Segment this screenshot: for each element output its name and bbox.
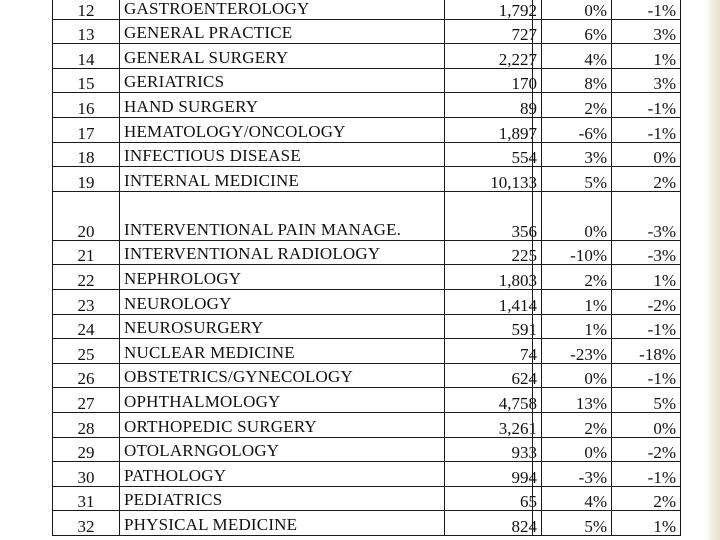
table-row: [53, 437, 542, 462]
table-row: [53, 0, 542, 19]
row-number: 27: [53, 388, 120, 413]
row-number: 14: [53, 44, 120, 69]
physician-count: 1,897: [445, 117, 542, 142]
specialty-label: GENERAL PRACTICE: [124, 23, 293, 43]
table-row: [533, 289, 681, 314]
table-row: [53, 265, 542, 290]
percent-change-a: 2%: [533, 93, 612, 118]
row-number: 17: [53, 117, 120, 142]
table-row: [53, 93, 542, 118]
physician-count: 65: [445, 486, 542, 511]
specialty-name: [120, 363, 445, 388]
table-row: [53, 191, 542, 240]
percent-change-a: 5%: [533, 511, 612, 536]
row-number: 15: [53, 68, 120, 93]
table-row: [533, 19, 681, 44]
specialty-name: [120, 191, 445, 240]
physician-count: 225: [445, 240, 542, 265]
table-row: [53, 167, 542, 192]
specialty-name: [120, 142, 445, 167]
table-row: [53, 363, 542, 388]
physician-count: 624: [445, 363, 542, 388]
table-row: [533, 117, 681, 142]
row-number: 22: [53, 265, 120, 290]
percent-change-b: 1%: [612, 265, 681, 290]
percent-change-b: -3%: [612, 240, 681, 265]
percent-change-b: -1%: [612, 314, 681, 339]
specialty-table: [52, 0, 542, 536]
physician-count: 824: [445, 511, 542, 536]
table-row: [53, 486, 542, 511]
specialty-name: [120, 289, 445, 314]
specialty-label: NUCLEAR MEDICINE: [124, 342, 295, 362]
row-number: 24: [53, 314, 120, 339]
specialty-label: INTERNAL MEDICINE: [124, 170, 300, 190]
specialty-name: [120, 68, 445, 93]
specialty-label: NEPHROLOGY: [124, 268, 242, 288]
specialty-name: [120, 0, 445, 19]
specialty-label: PEDIATRICS: [124, 490, 223, 510]
specialty-name: [120, 44, 445, 69]
percent-change-b: -18%: [612, 339, 681, 364]
specialty-label: GENERAL SURGERY: [124, 47, 289, 67]
percent-change-b: 5%: [612, 388, 681, 413]
specialty-label: NEUROLOGY: [124, 293, 232, 313]
physician-count: 10,133: [445, 167, 542, 192]
table-row: [53, 511, 542, 536]
table-row: [53, 68, 542, 93]
percent-change-a: 1%: [533, 289, 612, 314]
percent-change-b: -2%: [612, 289, 681, 314]
specialty-label: ORTHOPEDIC SURGERY: [124, 416, 317, 436]
table-row: [533, 93, 681, 118]
specialty-name: [120, 486, 445, 511]
table-row: [53, 117, 542, 142]
row-number: 30: [53, 462, 120, 487]
percent-change-a: 13%: [533, 388, 612, 413]
percent-change-a: 0%: [533, 0, 612, 19]
percent-change-b: 2%: [612, 486, 681, 511]
specialty-name: [120, 19, 445, 44]
specialty-name: [120, 240, 445, 265]
table-row: [53, 388, 542, 413]
percent-change-a: 4%: [533, 44, 612, 69]
percent-change-a: 2%: [533, 265, 612, 290]
row-number: 31: [53, 486, 120, 511]
table-row: [533, 511, 681, 536]
physician-count: 3,261: [445, 412, 542, 437]
percent-change-b: -2%: [612, 437, 681, 462]
specialty-label: PHYSICAL MEDICINE: [124, 514, 298, 534]
specialty-name: [120, 339, 445, 364]
specialty-label: INFECTIOUS DISEASE: [124, 146, 301, 166]
row-number: 26: [53, 363, 120, 388]
table-row: [53, 412, 542, 437]
table-row: [533, 240, 681, 265]
row-number: 29: [53, 437, 120, 462]
specialty-name: [120, 93, 445, 118]
percent-change-a: 0%: [533, 191, 612, 240]
specialty-name: [120, 437, 445, 462]
physician-count: 933: [445, 437, 542, 462]
physician-count: 994: [445, 462, 542, 487]
physician-count: 74: [445, 339, 542, 364]
physician-count: 1,803: [445, 265, 542, 290]
row-number: 19: [53, 167, 120, 192]
row-number: 12: [53, 0, 120, 19]
physician-count: 356: [445, 191, 542, 240]
percent-change-a: -3%: [533, 462, 612, 487]
row-number: 16: [53, 93, 120, 118]
percent-change-b: 0%: [612, 142, 681, 167]
specialty-label: OPHTHALMOLOGY: [124, 391, 281, 411]
table-row: [53, 462, 542, 487]
percent-change-b: 3%: [612, 68, 681, 93]
percent-change-a: 5%: [533, 167, 612, 192]
table-row: [533, 339, 681, 364]
table-row: [533, 363, 681, 388]
physician-count: 1,792: [445, 0, 542, 19]
percent-change-table-body: [533, 0, 681, 535]
physician-count: 170: [445, 68, 542, 93]
table-row: [53, 314, 542, 339]
percent-change-a: 1%: [533, 314, 612, 339]
percent-change-b: 1%: [612, 44, 681, 69]
percent-change-a: 3%: [533, 142, 612, 167]
specialty-name: [120, 265, 445, 290]
percent-change-b: -1%: [612, 0, 681, 19]
table-row: [533, 265, 681, 290]
percent-change-b: -1%: [612, 462, 681, 487]
table-row: [533, 412, 681, 437]
specialty-label: GASTROENTEROLOGY: [124, 0, 310, 18]
physician-count: 89: [445, 93, 542, 118]
table-row: [533, 486, 681, 511]
row-number: 21: [53, 240, 120, 265]
specialty-label: PATHOLOGY: [124, 465, 227, 485]
table-row: [53, 339, 542, 364]
physician-count: 727: [445, 19, 542, 44]
specialty-name: [120, 511, 445, 536]
specialty-name: [120, 167, 445, 192]
percent-change-b: 0%: [612, 412, 681, 437]
specialty-label: GERIATRICS: [124, 72, 225, 92]
table-row: [53, 44, 542, 69]
physician-count: 1,414: [445, 289, 542, 314]
specialty-name: [120, 314, 445, 339]
table-row: [53, 289, 542, 314]
physician-count: 2,227: [445, 44, 542, 69]
percent-change-a: -10%: [533, 240, 612, 265]
specialty-label: HAND SURGERY: [124, 96, 259, 116]
row-number: 32: [53, 511, 120, 536]
row-number: 28: [53, 412, 120, 437]
table-row: [53, 19, 542, 44]
table-row: [533, 68, 681, 93]
percent-change-a: 4%: [533, 486, 612, 511]
table-row: [53, 240, 542, 265]
specialty-name: [120, 462, 445, 487]
specialty-name: [120, 117, 445, 142]
percent-change-b: 3%: [612, 19, 681, 44]
percent-change-table: [532, 0, 681, 536]
percent-change-b: -1%: [612, 117, 681, 142]
percent-change-a: 8%: [533, 68, 612, 93]
row-number: 18: [53, 142, 120, 167]
percent-change-a: 2%: [533, 412, 612, 437]
row-number: 13: [53, 19, 120, 44]
row-number: 20: [53, 191, 120, 240]
physician-count: 591: [445, 314, 542, 339]
percent-change-b: -3%: [612, 191, 681, 240]
table-row: [533, 388, 681, 413]
table-row: [533, 44, 681, 69]
specialty-label: OTOLARNGOLOGY: [124, 441, 280, 461]
table-row: [533, 437, 681, 462]
percent-change-a: -6%: [533, 117, 612, 142]
specialty-label: INTERVENTIONAL RADIOLOGY: [124, 244, 381, 264]
percent-change-b: 1%: [612, 511, 681, 536]
percent-change-a: -23%: [533, 339, 612, 364]
table-row: [533, 167, 681, 192]
specialty-label: NEUROSURGERY: [124, 318, 264, 338]
percent-change-b: 2%: [612, 167, 681, 192]
row-number: 23: [53, 289, 120, 314]
percent-change-a: 6%: [533, 19, 612, 44]
specialty-label: INTERVENTIONAL PAIN MANAGE.: [124, 219, 402, 239]
table-row: [533, 0, 681, 19]
row-number: 25: [53, 339, 120, 364]
table-row: [533, 314, 681, 339]
specialty-name: [120, 388, 445, 413]
page-edge-shadow: [705, 0, 720, 540]
percent-change-a: 0%: [533, 437, 612, 462]
table-row: [533, 462, 681, 487]
specialty-table-body: [53, 0, 542, 535]
percent-change-b: -1%: [612, 363, 681, 388]
table-row: [533, 191, 681, 240]
specialty-label: OBSTETRICS/GYNECOLOGY: [124, 367, 353, 387]
percent-change-a: 0%: [533, 363, 612, 388]
table-row: [533, 142, 681, 167]
physician-count: 554: [445, 142, 542, 167]
specialty-label: HEMATOLOGY/ONCOLOGY: [124, 121, 346, 141]
specialty-name: [120, 412, 445, 437]
percent-change-b: -1%: [612, 93, 681, 118]
physician-count: 4,758: [445, 388, 542, 413]
table-row: [53, 142, 542, 167]
